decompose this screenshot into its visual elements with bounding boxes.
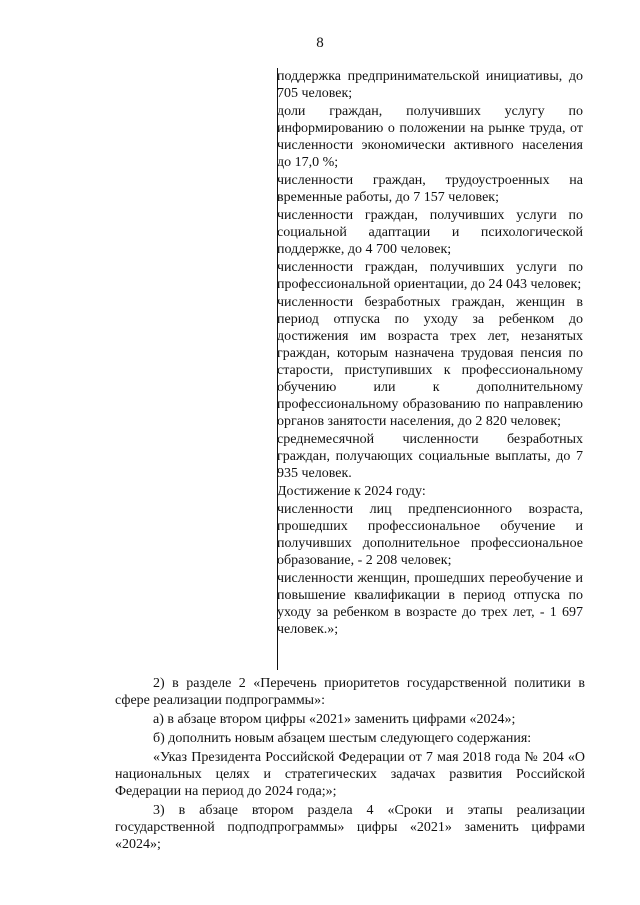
right-column-paragraph: численности граждан, трудоустроенных на временные работы, до 7 157 человек; xyxy=(277,173,583,205)
right-column-paragraph: численности безработных граждан, женщин в период отпуска по уходу за ребенком до достижения им возраста трех лет, незанятых граждан, которым назначена трудовая пенсия по старости, приступивших к профессиональному обучению или к дополнительному профессиональному образованию по направлению органов занятости населения, до 2 820 человек; xyxy=(277,295,583,429)
right-column-paragraph: поддержка предпринимательской инициативы, до 705 человек; xyxy=(277,69,583,101)
main-body-text xyxy=(115,675,585,853)
body-paragraph: 3) в абзаце втором раздела 4 «Сроки и этапы реализации государственной подподпрограммы» цифры «2021» заменить цифрами «2024»; xyxy=(115,803,585,852)
body-paragraph: «Указ Президента Российской Федерации от 7 мая 2018 года № 204 «О национальных целях и стратегических задачах развития Российской Федерации на период до 2024 года;»; xyxy=(115,750,585,799)
right-column-paragraph: доли граждан, получивших услугу по информированию о положении на рынке труда, от численности экономически активного населения до 17,0 %; xyxy=(277,104,583,170)
right-column-paragraph: среднемесячной численности безработных граждан, получающих социальные выплаты, до 7 935 человек. xyxy=(277,432,583,481)
table-right-column xyxy=(277,68,583,638)
right-column-paragraph: численности женщин, прошедших переобучение и повышение квалификации в период отпуска по уходу за ребенком в возрасте до трех лет, - 1 697 человек.»; xyxy=(277,571,583,637)
body-paragraph: а) в абзаце втором цифры «2021» заменить цифрами «2024»; xyxy=(153,712,516,727)
right-column-paragraph: численности граждан, получивших услуги по социальной адаптации и психологической поддержке, до 4 700 человек; xyxy=(277,208,583,257)
body-paragraph: б) дополнить новым абзацем шестым следующего содержания: xyxy=(153,731,532,746)
right-column-paragraph: численности граждан, получивших услуги по профессиональной ориентации, до 24 043 человек; xyxy=(277,260,583,292)
right-column-paragraph: численности лиц предпенсионного возраста, прошедших профессиональное обучение и получивших дополнительное профессиональное образование, - 2 208 человек; xyxy=(277,502,583,568)
page-number: 8 xyxy=(316,35,324,51)
body-paragraph: 2) в разделе 2 «Перечень приоритетов государственной политики в сфере реализации подпрограммы»: xyxy=(115,676,585,708)
right-column-paragraph: Достижение к 2024 году: xyxy=(277,484,426,499)
